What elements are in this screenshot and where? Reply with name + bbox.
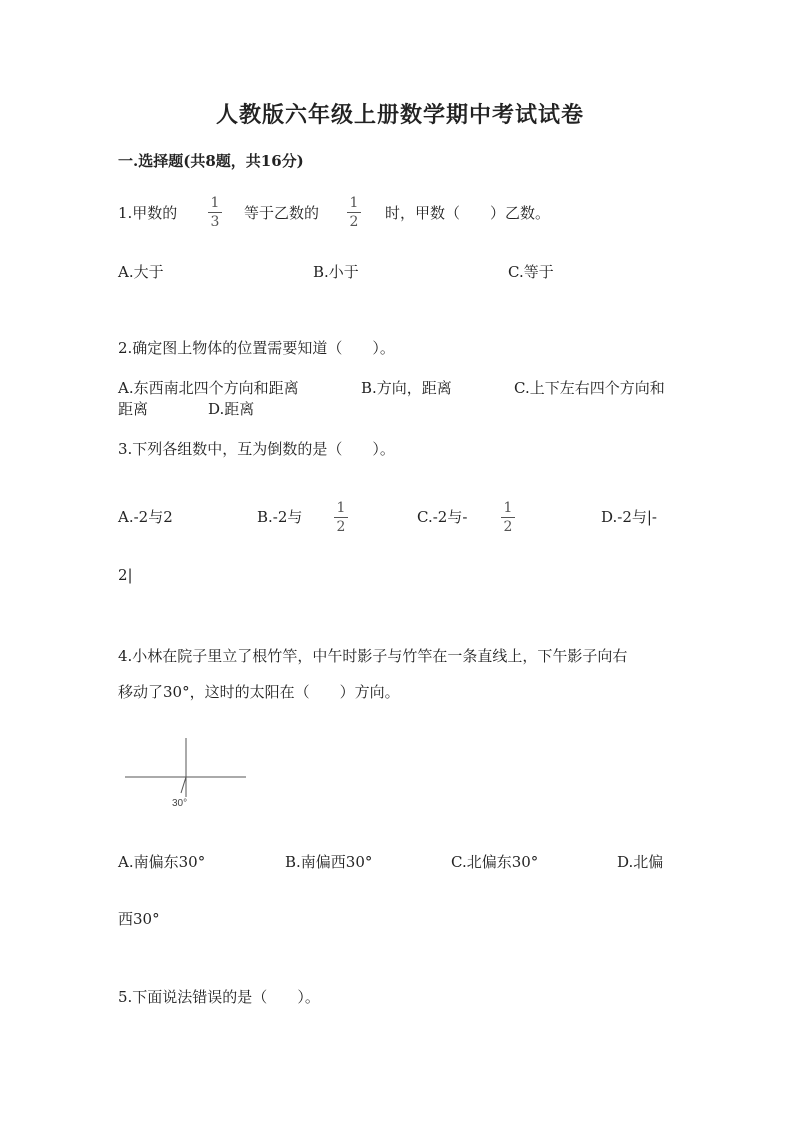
- page-title: 人教版六年级上册数学期中考试试卷: [215, 102, 584, 128]
- q2-stem: 2.确定图上物体的位置需要知道（ ）。: [118, 339, 395, 357]
- section-heading: 一.选择题(共8题，共16分): [118, 152, 304, 170]
- q1-text-pre: 1.甲数的: [118, 204, 178, 222]
- q1-text-mid: 等于乙数的: [244, 204, 320, 222]
- q4-option-b: B.南偏西30°: [285, 853, 373, 871]
- q4-option-d-cont: 西30°: [118, 910, 160, 928]
- q4-stem-line-1: 4.小林在院子里立了根竹竿，中午时影子与竹竿在一条直线上，下午影子向右: [118, 647, 628, 665]
- q4-stem-line-2: 移动了30°，这时的太阳在（ ）方向。: [118, 683, 400, 701]
- q1-option-c: C.等于: [508, 263, 554, 281]
- q1-fraction-2-denominator: 2: [349, 214, 359, 230]
- q1-fraction-2: [346, 195, 362, 230]
- q3-option-b-denominator: 2: [336, 519, 346, 535]
- q1-fraction-1-denominator: 3: [210, 214, 220, 230]
- q1-option-a: A.大于: [118, 263, 164, 281]
- q3-option-c-denominator: 2: [503, 519, 513, 535]
- q3-option-b-fraction: [333, 500, 349, 535]
- q4-option-d: D.北偏: [617, 853, 664, 871]
- q3-option-b-bar: [334, 517, 348, 518]
- q3-option-b-numerator: 1: [336, 500, 346, 516]
- q3-option-c-fraction: [500, 500, 516, 535]
- q1-text-post: 时，甲数（ ）乙数。: [385, 204, 551, 222]
- q1-fraction-1: [207, 195, 223, 230]
- q2-option-c: C.上下左右四个方向和: [514, 379, 665, 397]
- q4-direction-diagram: [120, 735, 255, 815]
- q3-option-c: C.-2与-: [417, 508, 468, 526]
- q2-option-d: D.距离: [208, 400, 255, 418]
- q2-option-a: A.东西南北四个方向和距离: [118, 379, 299, 397]
- q5-stem: 5.下面说法错误的是（ ）。: [118, 988, 320, 1006]
- q3-option-d-cont: 2|: [118, 566, 133, 584]
- q3-option-d: D.-2与|-: [601, 508, 657, 526]
- q4-option-c: C.北偏东30°: [451, 853, 539, 871]
- q2-option-c-cont: 距离: [118, 400, 149, 418]
- q2-option-b: B.方向，距离: [361, 379, 452, 397]
- q3-option-c-bar: [501, 517, 515, 518]
- q1-fraction-1-bar: [208, 212, 222, 213]
- q3-option-b: B.-2与: [257, 508, 303, 526]
- q4-shadow-line: [181, 777, 186, 793]
- q3-stem: 3.下列各组数中，互为倒数的是（ ）。: [118, 440, 395, 458]
- q3-option-c-numerator: 1: [503, 500, 513, 516]
- q1-option-b: B.小于: [313, 263, 359, 281]
- q1-fraction-2-numerator: 1: [349, 195, 359, 211]
- q1-fraction-1-numerator: 1: [210, 195, 220, 211]
- q4-angle-label: 30°: [172, 798, 188, 809]
- q4-option-a: A.南偏东30°: [118, 853, 206, 871]
- q1-fraction-2-bar: [347, 212, 361, 213]
- q3-option-a: A.-2与2: [118, 508, 173, 526]
